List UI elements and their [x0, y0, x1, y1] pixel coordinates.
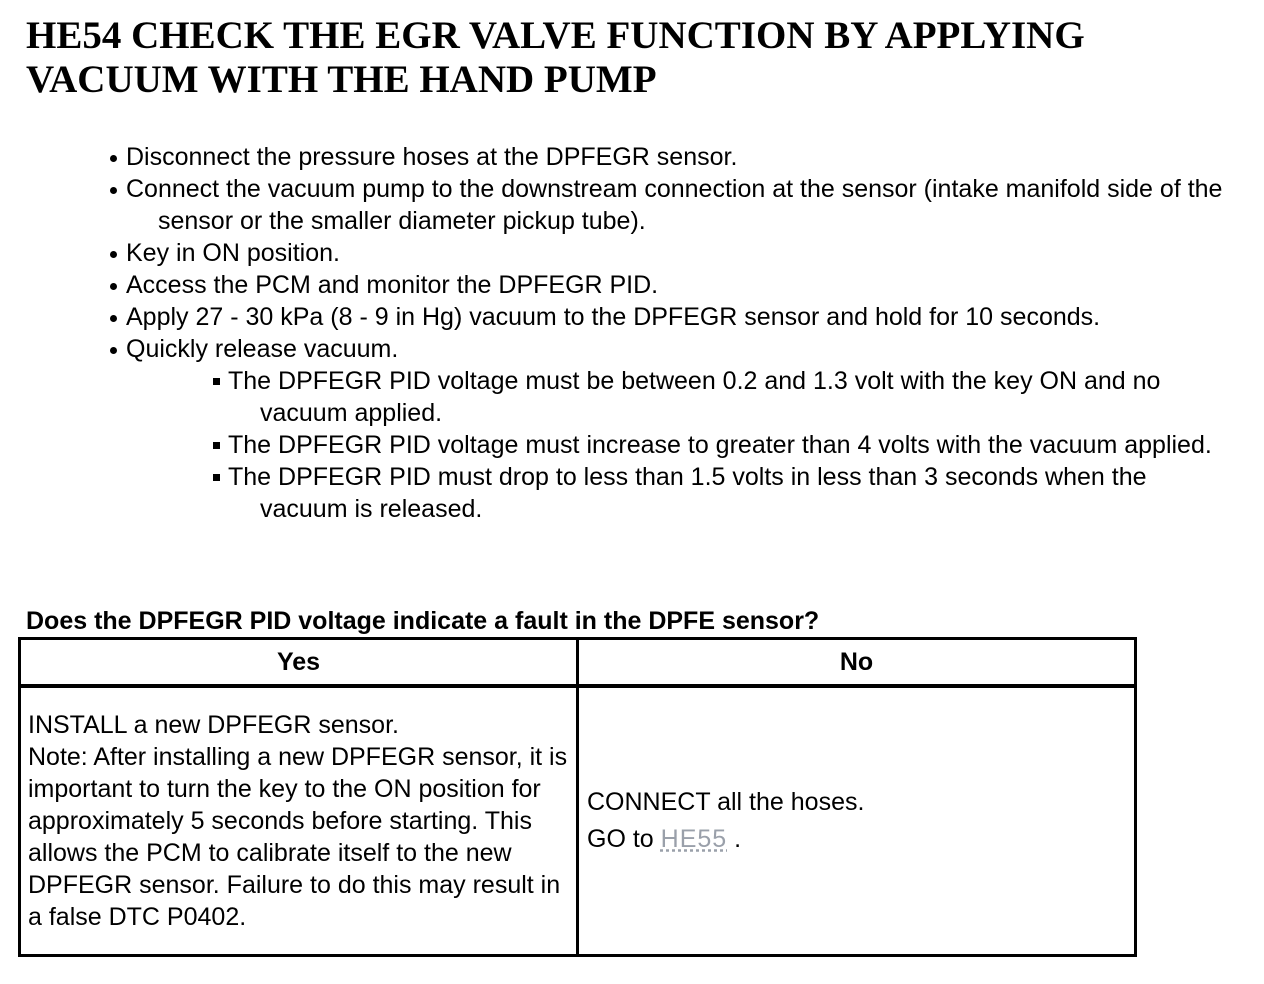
page-title: HE54 CHECK THE EGR VALVE FUNCTION BY APPLYING VACUUM WITH THE HAND PUMP: [26, 14, 1085, 101]
sub-step-text: The DPFEGR PID voltage must increase to greater than 4 volts with the vacuum applied.: [228, 431, 1212, 459]
he55-link[interactable]: HE55: [660, 825, 728, 853]
sub-step-item: [210, 461, 1236, 525]
step-text: Key in ON position.: [126, 239, 340, 267]
step-item: [106, 173, 1236, 237]
no-cell: [578, 686, 1136, 956]
yes-note: Note: After installing a new DPFEGR sensor, it is important to turn the key to the ON position for approximately 5 seconds before starting. This allows the PCM to calibrate itself to the new DPFEGR sensor. Failure to do this may result in a false DTC P0402.: [28, 743, 568, 931]
no-header: No: [578, 639, 1136, 687]
step-text: Quickly release vacuum.: [126, 335, 399, 363]
yes-cell: [20, 686, 578, 956]
step-item: [106, 269, 1236, 301]
step-text: Connect the vacuum pump to the downstream connection at the sensor (intake manifold side of the sensor or the smaller diameter pickup tube).: [126, 175, 1223, 235]
sub-step-item: [210, 429, 1236, 461]
step-item: [106, 333, 1236, 525]
sub-steps: [210, 365, 1236, 525]
sub-step-text: The DPFEGR PID must drop to less than 1.5 volts in less than 3 seconds when the vacuum is released.: [228, 463, 1147, 523]
step-text: Disconnect the pressure hoses at the DPFEGR sensor.: [126, 143, 738, 171]
decision-table: [18, 637, 1137, 957]
step-item: [106, 237, 1236, 269]
goto-suffix: .: [734, 825, 742, 853]
sub-step-text: The DPFEGR PID voltage must be between 0.2 and 1.3 volt with the key ON and no vacuum applied.: [228, 367, 1161, 427]
procedure-steps: [106, 141, 1236, 525]
goto-prefix: GO to: [587, 825, 654, 853]
yes-action: INSTALL a new DPFEGR sensor.: [28, 711, 399, 739]
table-row: [20, 686, 1136, 956]
no-action: CONNECT all the hoses.: [587, 788, 865, 816]
step-item: [106, 301, 1236, 333]
table-header-row: [20, 639, 1136, 687]
yes-header: Yes: [20, 639, 578, 687]
no-goto: [587, 821, 1128, 858]
step-item: [106, 141, 1236, 173]
step-text: Apply 27 - 30 kPa (8 - 9 in Hg) vacuum to the DPFEGR sensor and hold for 10 seconds.: [126, 303, 1101, 331]
sub-step-item: [210, 365, 1236, 429]
step-text: Access the PCM and monitor the DPFEGR PID.: [126, 271, 659, 299]
decision-question: Does the DPFEGR PID voltage indicate a fault in the DPFE sensor?: [26, 607, 820, 635]
